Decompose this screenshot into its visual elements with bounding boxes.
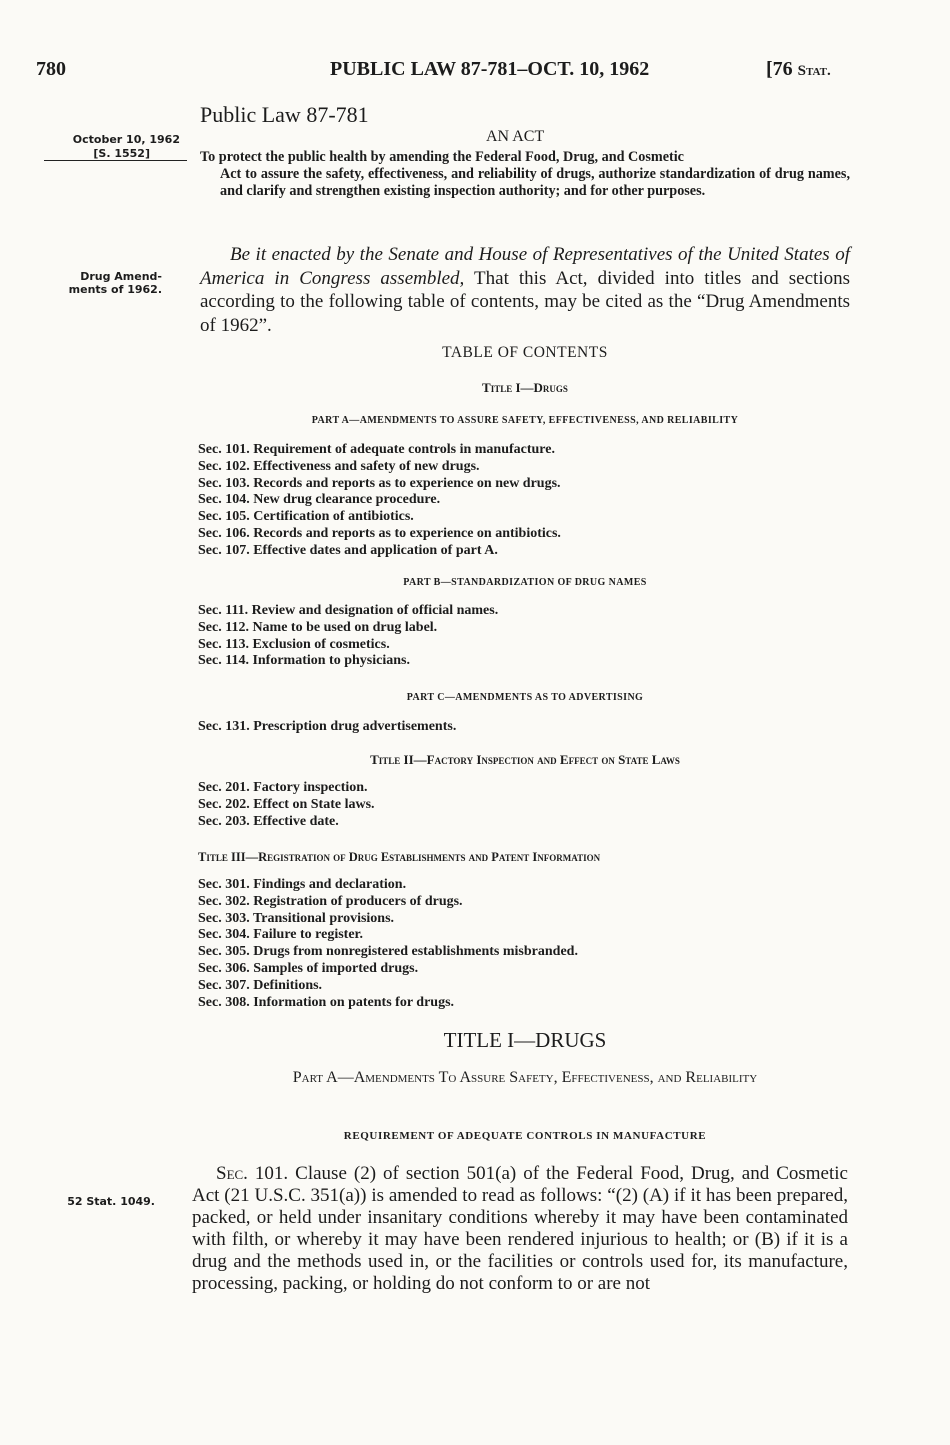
margin-short-title-line1: Drug Amend- <box>80 270 162 283</box>
running-title: PUBLIC LAW 87-781–OCT. 10, 1962 <box>330 58 650 80</box>
toc-entry: Sec. 306. Samples of imported drugs. <box>198 960 419 976</box>
toc-part-c-list <box>198 719 456 736</box>
toc-entry: Sec. 105. Certification of antibiotics. <box>198 509 414 525</box>
toc-title-iii: Title III—Registration of Drug Establishments and Patent Information <box>198 850 601 864</box>
toc-entry: Sec. 302. Registration of producers of drugs. <box>198 893 463 909</box>
toc-title-ii-list <box>198 780 375 830</box>
toc-title: TABLE OF CONTENTS <box>442 344 608 361</box>
toc-entry: Sec. 131. Prescription drug advertisements. <box>198 719 457 734</box>
toc-entry: Sec. 202. Effect on State laws. <box>198 796 375 812</box>
enacting-clause <box>200 243 850 337</box>
margin-rule <box>44 160 187 161</box>
margin-date: October 10, 1962 <box>72 133 180 146</box>
act-purpose <box>200 149 850 200</box>
toc-part-b: PART B—STANDARDIZATION OF DRUG NAMES <box>403 577 647 588</box>
toc-entry: Sec. 308. Information on patents for drugs. <box>198 994 455 1010</box>
toc-entry: Sec. 307. Definitions. <box>198 977 323 993</box>
toc-entry: Sec. 106. Records and reports as to experience on antibiotics. <box>198 525 561 541</box>
act-purpose-line1: To protect the public health by amending the Federal Food, Drug, and Cosmetic <box>200 149 684 165</box>
toc-entry: Sec. 304. Failure to register. <box>198 927 363 943</box>
toc-entry: Sec. 107. Effective dates and application of part A. <box>198 542 498 558</box>
toc-entry: Sec. 301. Findings and declaration. <box>198 877 407 892</box>
section-label: Sec. 101. <box>216 1163 289 1184</box>
toc-entry: Sec. 103. Records and reports as to experience on new drugs. <box>198 475 561 491</box>
toc-part-a-list <box>198 442 561 560</box>
page-number: 780 <box>36 58 66 80</box>
enacting-clause-rest: That this Act, divided into titles and sections according to the following table of contents, may be cited as the “Drug Amendments of 1962”. <box>200 267 850 336</box>
toc-entry: Sec. 201. Factory inspection. <box>198 780 368 795</box>
margin-citation: 52 Stat. 1049. <box>67 1195 155 1208</box>
margin-short-title-line2: ments of 1962. <box>68 283 162 296</box>
an-act-label: AN ACT <box>486 128 545 145</box>
public-law-heading: Public Law 87-781 <box>200 102 369 127</box>
section-heading: REQUIREMENT OF ADEQUATE CONTROLS IN MANUFACTURE <box>343 1130 707 1142</box>
margin-short-title <box>40 270 162 296</box>
statute-volume-prefix: [76 <box>766 58 798 80</box>
toc-title-ii: Title II—Factory Inspection and Effect on State Laws <box>370 752 680 767</box>
toc-part-a: PART A—AMENDMENTS TO ASSURE SAFETY, EFFECTIVENESS, AND RELIABILITY <box>311 415 739 426</box>
toc-part-b-list <box>198 603 498 670</box>
statute-volume <box>766 58 831 81</box>
toc-part-c: PART C—AMENDMENTS AS TO ADVERTISING <box>406 692 644 703</box>
statute-volume-word: Stat. <box>797 63 831 79</box>
toc-title-iii-list <box>198 877 578 1011</box>
toc-entry: Sec. 111. Review and designation of official names. <box>198 603 499 618</box>
toc-entry: Sec. 104. New drug clearance procedure. <box>198 492 441 508</box>
title-i-heading: TITLE I—DRUGS <box>443 1028 607 1052</box>
margin-bill: [S. 1552] <box>93 147 150 160</box>
part-a-heading: Part A—Amendments To Assure Safety, Effectiveness, and Reliability <box>292 1069 758 1086</box>
toc-entry: Sec. 114. Information to physicians. <box>198 653 410 669</box>
toc-entry: Sec. 303. Transitional provisions. <box>198 910 395 926</box>
toc-title-i: Title I—Drugs <box>482 380 568 395</box>
section-101-paragraph: Clause (2) of section 501(a) of the Federal Food, Drug, and Cosmetic Act (21 U.S.C. 351(a)) is amended to read as follows: “(2) (A) if it has been prepared, packed, or held under insanitary conditions whereby it may have been contaminated with filth, or whereby it may have been rendered injurious to health; or (B) if it is a drug and the methods used in, or the facilities or controls used for, its manufacture, processing, packing, or holding do not conform to or are not <box>192 1163 848 1294</box>
section-101-text <box>192 1163 848 1295</box>
toc-entry: Sec. 101. Requirement of adequate controls in manufacture. <box>198 442 555 457</box>
toc-entry: Sec. 112. Name to be used on drug label. <box>198 619 438 635</box>
toc-entry: Sec. 102. Effectiveness and safety of new drugs. <box>198 458 480 474</box>
toc-entry: Sec. 305. Drugs from nonregistered establishments misbranded. <box>198 944 578 960</box>
toc-entry: Sec. 113. Exclusion of cosmetics. <box>198 636 390 652</box>
enacting-clause-italic: Be it enacted by the Senate and House of Representatives of the United States of America in Congress assembled, <box>200 244 850 289</box>
toc-entry: Sec. 203. Effective date. <box>198 813 339 829</box>
act-purpose-rest: Act to assure the safety, effectiveness, and reliability of drugs, authorize standardization of drug names, and clarify and strengthen existing inspection authority; and for other purposes. <box>220 166 850 199</box>
